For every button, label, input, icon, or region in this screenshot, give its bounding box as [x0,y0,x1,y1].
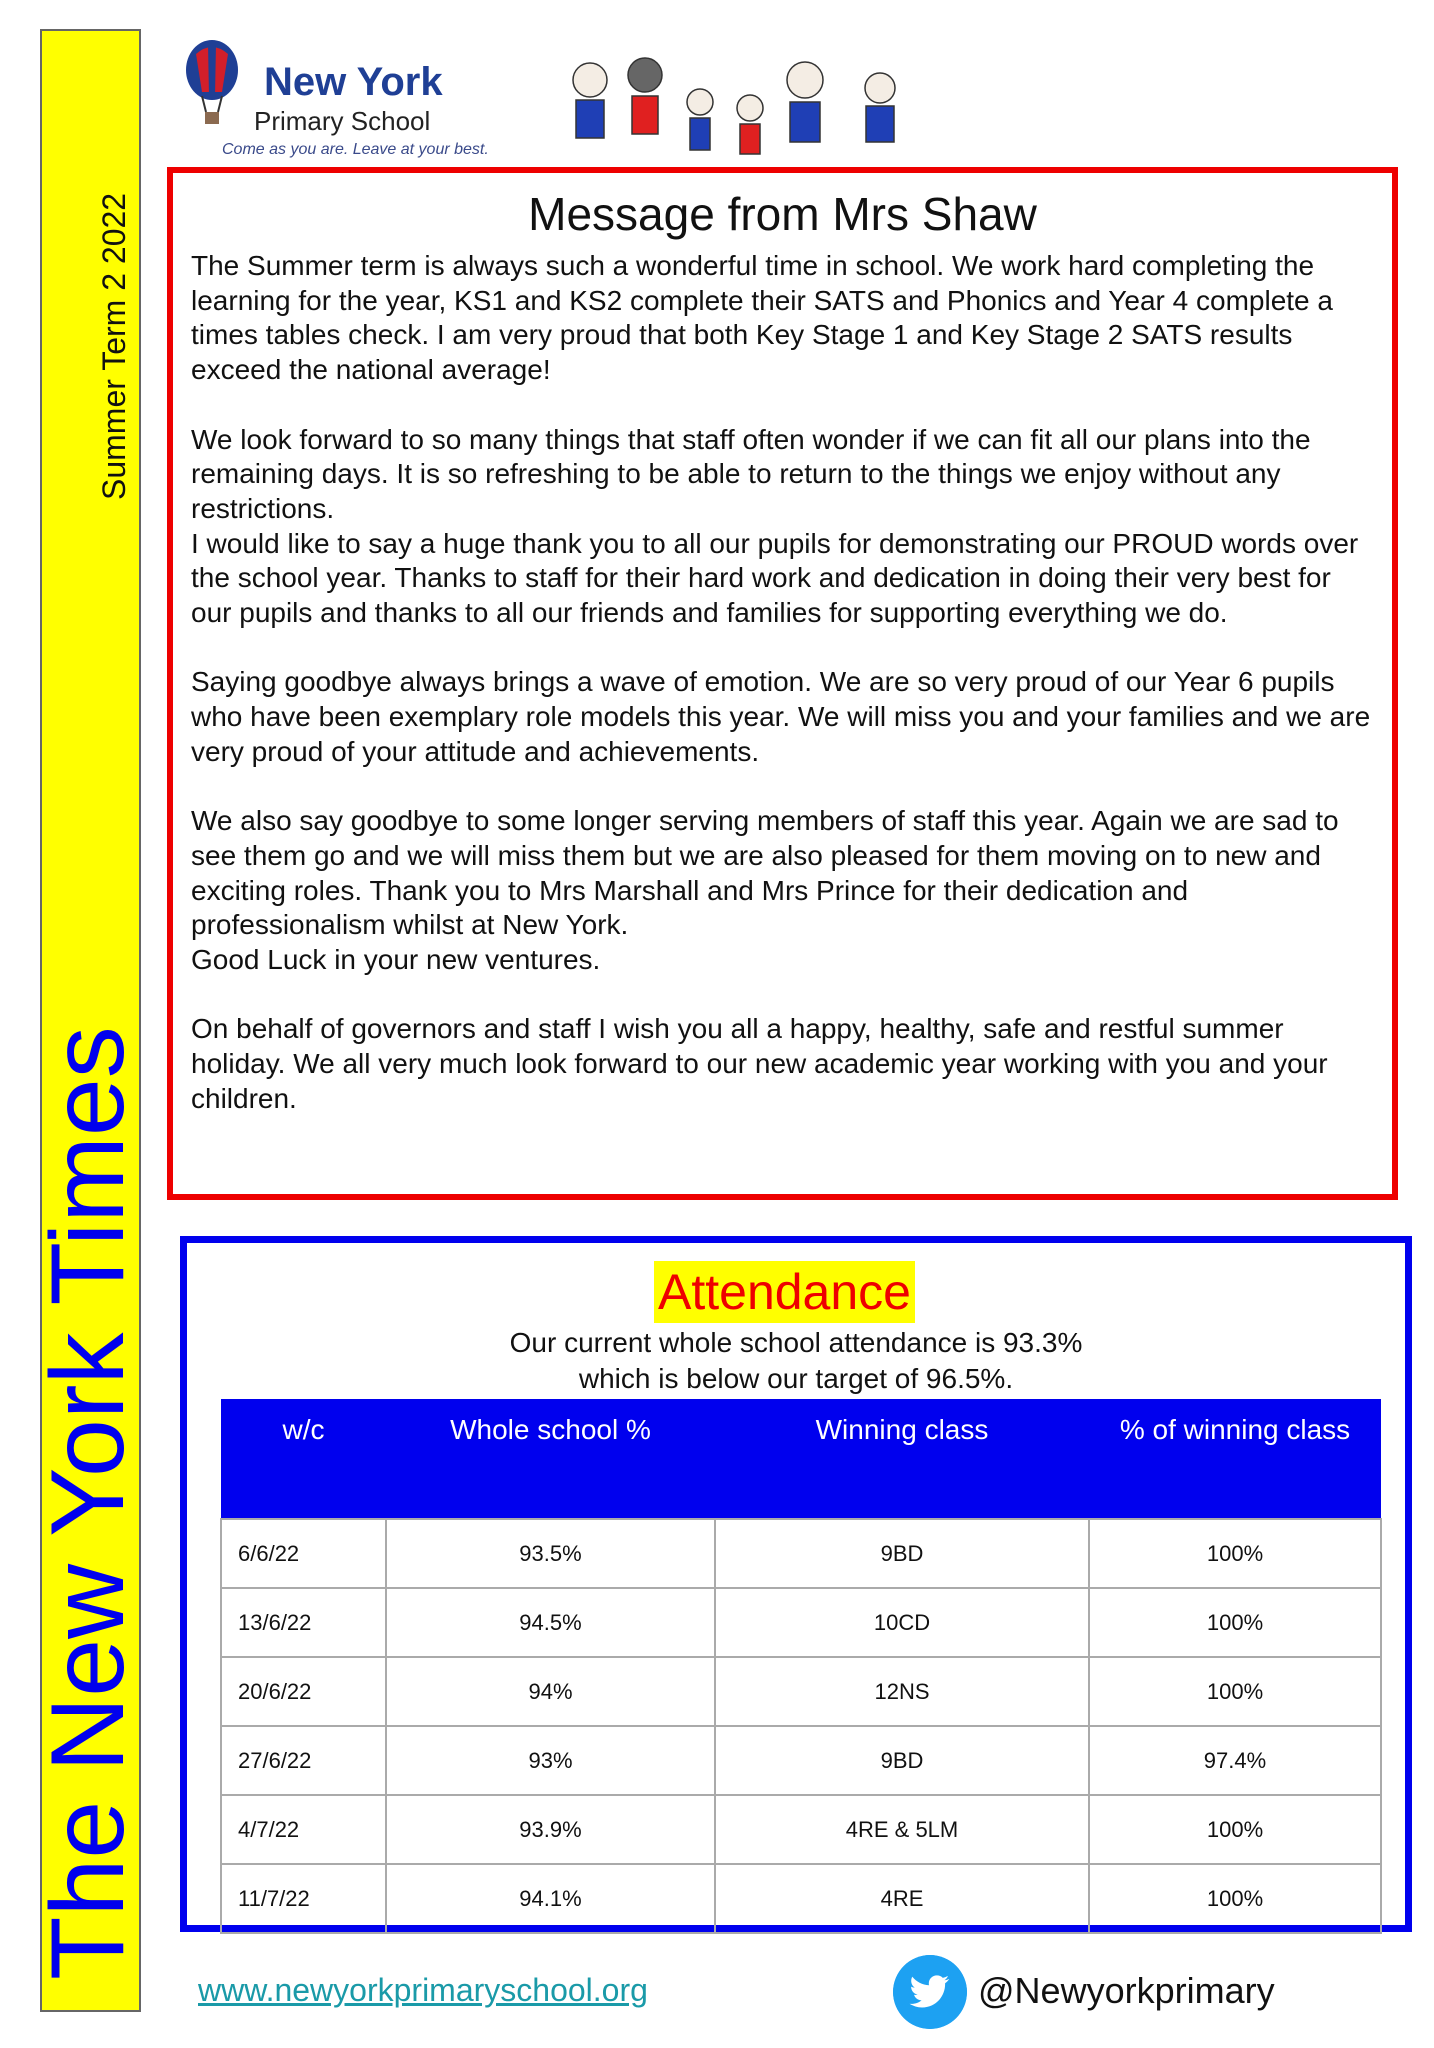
message-body [191,249,1378,1151]
message-paragraph: We look forward to so many things that staff often wonder if we can fit all our plans into the remaining days. It is so refreshing to be able to return to the things we enjoy without any restrictions. [191,423,1311,524]
message-paragraph: On behalf of governors and staff I wish you all a happy, healthy, safe and restful summer holiday. We all very much look forward to our new academic year working with you and your children. [191,1013,1328,1114]
whole-school-cell: 94.1% [386,1864,715,1933]
message-paragraph: We also say goodbye to some longer serving members of staff this year. Again we are sad to see them go and we will miss them but we are also pleased for them moving on to new and exciting roles. Thank you to Mrs Marshall and Mrs Prince for their dedication and professionalism whilst at New York. [191,805,1339,941]
table-header-row [221,1399,1381,1519]
winning-class-cell: 4RE [715,1864,1089,1933]
attendance-title: Attendance [654,1261,915,1323]
logo-subname: Primary School [254,106,431,136]
twitter-handle[interactable]: @Newyorkprimary [978,1970,1275,2011]
winning-class-cell: 4RE & 5LM [715,1795,1089,1864]
website-link[interactable]: www.newyorkprimaryschool.org [198,1972,648,2008]
winning-class-cell: 9BD [715,1726,1089,1795]
whole-school-cell: 94.5% [386,1588,715,1657]
week-cell: 11/7/22 [221,1864,386,1933]
table-row [221,1864,1381,1933]
twitter-icon[interactable] [893,1955,967,2029]
attendance-panel [180,1236,1412,1932]
children-illustration [560,40,950,165]
message-paragraph: The Summer term is always such a wonderful time in school. We work hard completing the learning for the year, KS1 and KS2 complete their SATS and Phonics and Year 4 complete a times tables check. I am very proud that both Key Stage 1 and Key Stage 2 SATS results exceed the national average! [191,250,1333,386]
week-cell: 20/6/22 [221,1657,386,1726]
winning-percent-cell: 100% [1089,1795,1381,1864]
term-label: Summer Term 2 2022 [96,192,132,500]
header-winning-class: Winning class [715,1399,1089,1519]
balloon-icon [182,40,242,130]
logo-tagline: Come as you are. Leave at your best. [222,141,489,158]
attendance-target: which is below our target of 96.5%. [578,1363,1014,1394]
table-row [221,1588,1381,1657]
winning-class-cell: 10CD [715,1588,1089,1657]
attendance-current: Our current whole school attendance is 93.3% [509,1327,1083,1358]
table-row [221,1657,1381,1726]
message-panel [167,167,1398,1200]
message-paragraph: Good Luck in your new ventures. [191,944,601,976]
winning-class-cell: 12NS [715,1657,1089,1726]
whole-school-cell: 94% [386,1657,715,1726]
attendance-table [220,1399,1382,1934]
week-cell: 6/6/22 [221,1519,386,1588]
week-cell: 13/6/22 [221,1588,386,1657]
winning-percent-cell: 100% [1089,1657,1381,1726]
school-logo [182,40,532,165]
whole-school-cell: 93.5% [386,1519,715,1588]
winning-percent-cell: 97.4% [1089,1726,1381,1795]
newsletter-title: The New York Times [30,1026,146,1980]
winning-percent-cell: 100% [1089,1588,1381,1657]
table-row [221,1795,1381,1864]
winning-percent-cell: 100% [1089,1864,1381,1933]
week-cell: 27/6/22 [221,1726,386,1795]
message-paragraph: Saying goodbye always brings a wave of emotion. We are so very proud of our Year 6 pupils who have been exemplary role models this year. We will miss you and your families and we are very proud of your attitude and achievements. [191,666,1371,767]
winning-class-cell: 9BD [715,1519,1089,1588]
header-whole-school: Whole school % [386,1399,715,1519]
whole-school-cell: 93% [386,1726,715,1795]
logo-name: New York [264,60,443,104]
message-paragraph: I would like to say a huge thank you to all our pupils for demonstrating our PROUD words over the school year. Thanks to staff for their hard work and dedication in doing their very best for our pupils and thanks to all our friends and families for supporting everything we do. [191,527,1359,629]
attendance-summary [187,1325,1405,1397]
table-row [221,1726,1381,1795]
winning-percent-cell: 100% [1089,1519,1381,1588]
message-title: Message from Mrs Shaw [528,188,1037,240]
table-row [221,1519,1381,1588]
header-winning-percent: % of winning class [1089,1399,1381,1519]
whole-school-cell: 93.9% [386,1795,715,1864]
week-cell: 4/7/22 [221,1795,386,1864]
header-week: w/c [221,1399,386,1519]
